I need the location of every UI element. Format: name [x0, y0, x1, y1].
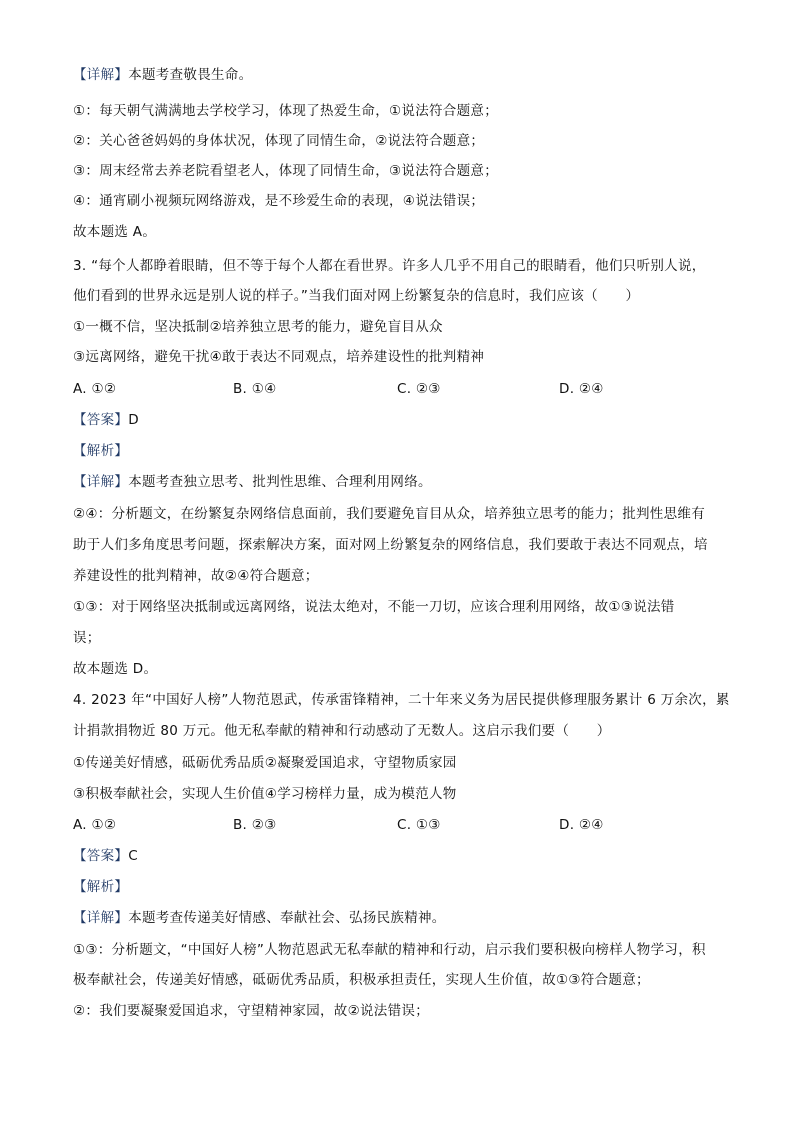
conclusion-line: 故本题选 A。	[73, 224, 157, 240]
conclusion-line: 故本题选 D。	[73, 661, 158, 677]
explanation-line: ③：周末经常去养老院看望老人，体现了同情生命，③说法符合题意；	[73, 163, 499, 179]
option-c: C. ②③	[397, 381, 441, 397]
explanation-line: 误；	[73, 630, 101, 646]
explanation-line: 养建设性的批判精神，故②④符合题意；	[73, 568, 319, 584]
detail-text: 本题考查独立思考、批判性思维、合理利用网络。	[128, 474, 432, 490]
answer-line	[73, 846, 733, 866]
analysis-tag: 【解析】	[73, 443, 129, 459]
question-4-stem: 计捐款捐物近 80 万元。他无私奉献的精神和行动感动了无数人。这启示我们要（ ）	[73, 723, 611, 739]
explanation-line: ①③：对于网络坚决抵制或远离网络，说法太绝对，不能一刀切，应该合理利用网络，故①③说法错	[73, 599, 675, 615]
question-3-items: ①一概不信，坚决抵制②培养独立思考的能力，避免盲目从众	[73, 319, 443, 335]
question-4-items: ③积极奉献社会，实现人生价值④学习榜样力量，成为模范人物	[73, 786, 457, 802]
detail-tag: 【详解】	[73, 67, 129, 83]
option-b: B. ②③	[233, 817, 277, 833]
option-a: A. ①②	[73, 381, 117, 397]
answer-tag: 【答案】	[73, 412, 129, 428]
explanation-line: ②④：分析题文，在纷繁复杂网络信息面前，我们要避免盲目从众，培养独立思考的能力；批判性思维有	[73, 506, 706, 522]
answer-value: D	[128, 412, 139, 428]
analysis-tag: 【解析】	[73, 879, 129, 895]
explanation-line: ②：我们要凝聚爱国追求，守望精神家园，故②说法错误；	[73, 1003, 430, 1019]
explanation-line: 极奉献社会，传递美好情感，砥砺优秀品质，积极承担责任，实现人生价值，故①③符合题意；	[73, 972, 650, 988]
answer-tag: 【答案】	[73, 848, 129, 864]
question-4-items: ①传递美好情感，砥砺优秀品质②凝聚爱国追求，守望物质家园	[73, 755, 457, 771]
option-d: D. ②④	[559, 381, 604, 397]
question-3-stem: 3. “每个人都睁着眼睛，但不等于每个人都在看世界。许多人几乎不用自己的眼睛看，他们只听别人说，	[73, 258, 706, 274]
detail-text: 本题考查敬畏生命。	[128, 67, 253, 83]
explanation-line: ①③：分析题文，“中国好人榜”人物范恩武无私奉献的精神和行动，启示我们要积极向榜样人物学习，积	[73, 942, 706, 958]
explanation-line: ④：通宵刷小视频玩网络游戏，是不珍爱生命的表现，④说法错误；	[73, 193, 485, 209]
detail-tag: 【详解】	[73, 474, 129, 490]
explanation-line: ①：每天朝气满满地去学校学习，体现了热爱生命，①说法符合题意；	[73, 103, 499, 119]
detail-tag: 【详解】	[73, 910, 129, 926]
detail-line	[73, 65, 733, 85]
explanation-line: ②：关心爸爸妈妈的身体状况，体现了同情生命，②说法符合题意；	[73, 133, 485, 149]
detail-line	[73, 908, 733, 928]
option-b: B. ①④	[233, 381, 277, 397]
option-c: C. ①③	[397, 817, 441, 833]
question-3-items: ③远离网络，避免干扰④敢于表达不同观点，培养建设性的批判精神	[73, 349, 485, 365]
question-4-stem: 4. 2023 年“中国好人榜”人物范恩武，传承雷锋精神，二十年来义务为居民提供修理服务累计 6 万余次，累	[73, 692, 730, 708]
option-a: A. ①②	[73, 817, 117, 833]
detail-text: 本题考查传递美好情感、奉献社会、弘扬民族精神。	[128, 910, 446, 926]
detail-line	[73, 472, 733, 492]
option-d: D. ②④	[559, 817, 604, 833]
explanation-line: 助于人们多角度思考问题，探索解决方案，面对网上纷繁复杂的网络信息，我们要敢于表达不同观点，培	[73, 537, 708, 553]
question-3-stem: 他们看到的世界永远是别人说的样子。”当我们面对网上纷繁复杂的信息时，我们应该（ ）	[73, 288, 640, 304]
answer-value: C	[128, 848, 138, 864]
answer-line	[73, 410, 733, 430]
